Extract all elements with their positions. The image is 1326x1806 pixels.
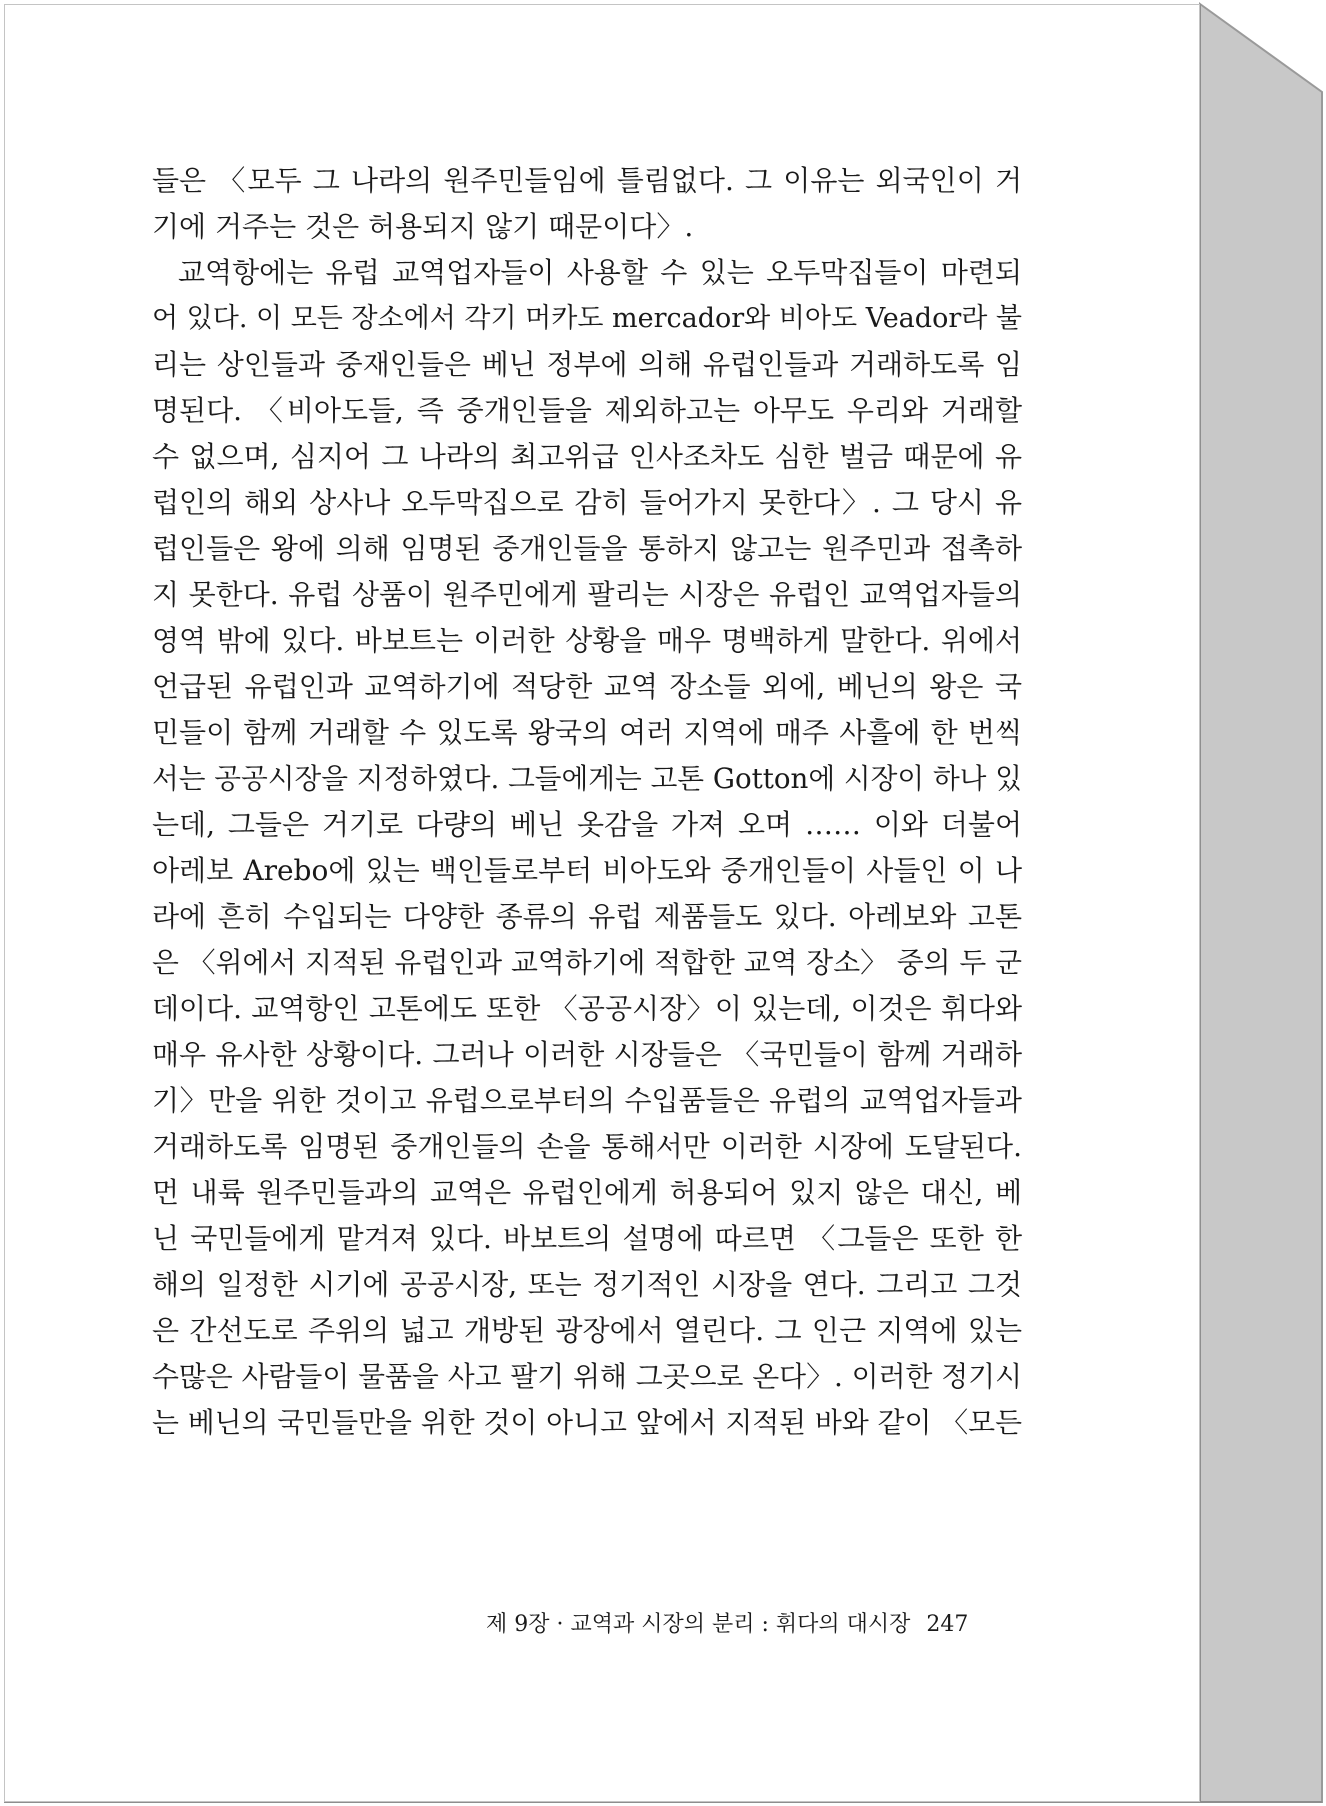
page-number: 247 [926,1612,969,1637]
text-line: 수 없으며, 심지어 그 나라의 최고위급 인사조차도 심한 벌금 때문에 유 [152,440,1022,473]
text-line: 서는 공공시장을 지정하였다. 그들에게는 고톤 Gotton에 시장이 하나 있 [152,762,1022,795]
text-line: 매우 유사한 상황이다. 그러나 이러한 시장들은 〈국민들이 함께 거래하 [152,1038,1022,1071]
text-line: 기〉만을 위한 것이고 유럽으로부터의 수입품들은 유럽의 교역업자들과 [152,1084,1022,1117]
text-line: 기에 거주는 것은 허용되지 않기 때문이다〉. [152,210,694,243]
text-line: 영역 밖에 있다. 바보트는 이러한 상황을 매우 명백하게 말한다. 위에서 [152,624,1022,657]
text-line: 어 있다. 이 모든 장소에서 각기 머카도 mercador와 비아도 Veador라 불 [152,303,1022,334]
text-line: 은 간선도로 주위의 넓고 개방된 광장에서 열린다. 그 인근 지역에 있는 [152,1314,1022,1347]
text-line: 교역항에는 유럽 교역업자들이 사용할 수 있는 오두막집들이 마련되 [178,256,1022,289]
text-line: 데이다. 교역항인 고톤에도 또한 〈공공시장〉이 있는데, 이것은 휘다와 [152,992,1022,1025]
text-line: 럽인의 해외 상사나 오두막집으로 감히 들어가지 못한다〉. 그 당시 유 [152,486,1022,519]
text-line: 명된다. 〈비아도들, 즉 중개인들을 제외하고는 아무도 우리와 거래할 [152,394,1022,427]
text-line: 민들이 함께 거래할 수 있도록 왕국의 여러 지역에 매주 사흘에 한 번씩 [152,716,1022,749]
text-line: 거래하도록 임명된 중개인들의 손을 통해서만 이러한 시장에 도달된다. [152,1130,1022,1163]
text-line: 닌 국민들에게 맡겨져 있다. 바보트의 설명에 따르면 〈그들은 또한 한 [152,1222,1022,1255]
text-line: 는 베닌의 국민들만을 위한 것이 아니고 앞에서 지적된 바와 같이 〈모든 [152,1406,1022,1439]
text-line: 먼 내륙 원주민들과의 교역은 유럽인에게 허용되어 있지 않은 대신, 베 [152,1176,1022,1209]
text-line: 수많은 사람들이 물품을 사고 팔기 위해 그곳으로 온다〉. 이러한 정기시 [152,1360,1022,1393]
text-line: 들은 〈모두 그 나라의 원주민들임에 틀림없다. 그 이유는 외국인이 거 [152,164,1022,197]
text-line: 해의 일정한 시기에 공공시장, 또는 정기적인 시장을 연다. 그리고 그것 [152,1268,1022,1301]
text-line: 럽인들은 왕에 의해 임명된 중개인들을 통하지 않고는 원주민과 접촉하 [152,532,1022,565]
text-line: 리는 상인들과 중재인들은 베닌 정부에 의해 유럽인들과 거래하도록 임 [152,348,1022,381]
book-side-face [1200,4,1322,1802]
running-footer-chapter-title: 제 9장 · 교역과 시장의 분리 : 휘다의 대시장 [486,1612,911,1637]
text-line: 언급된 유럽인과 교역하기에 적당한 교역 장소들 외에, 베닌의 왕은 국 [152,670,1022,703]
body-text [152,158,1022,1446]
text-line: 는데, 그들은 거기로 다량의 베닌 옷감을 가져 오며 …… 이와 더불어 [152,808,1022,841]
page-footer [486,1605,1002,1645]
text-line: 은 〈위에서 지적된 유럽인과 교역하기에 적합한 교역 장소〉 중의 두 군 [152,946,1022,979]
text-line: 라에 흔히 수입되는 다양한 종류의 유럽 제품들도 있다. 아레보와 고톤 [152,900,1022,933]
text-line: 아레보 Arebo에 있는 백인들로부터 비아도와 중개인들이 사들인 이 나 [152,854,1022,887]
text-line: 지 못한다. 유럽 상품이 원주민에게 팔리는 시장은 유럽인 교역업자들의 [152,578,1022,611]
